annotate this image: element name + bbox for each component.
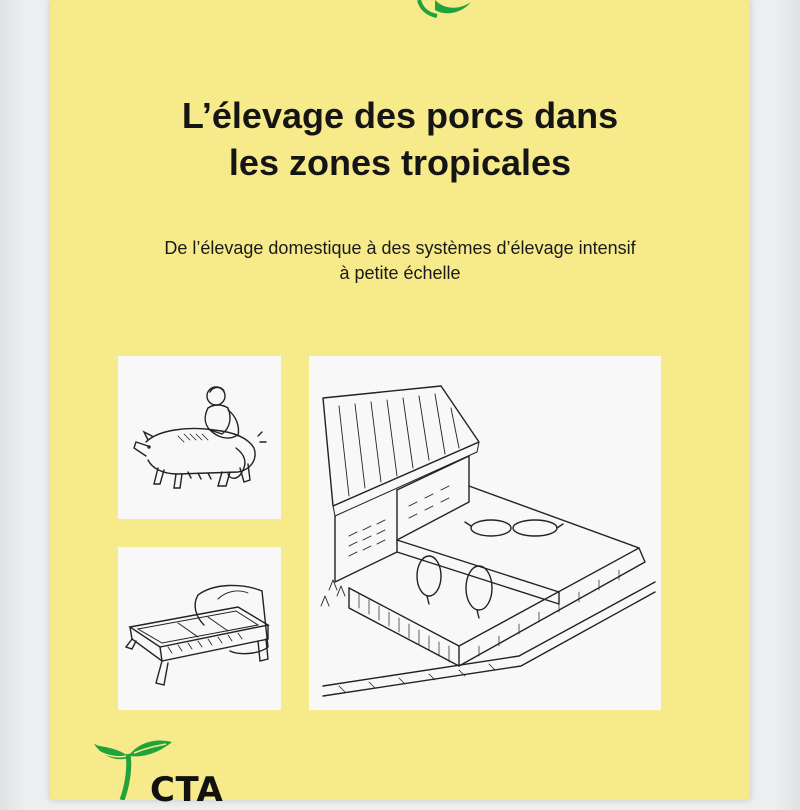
cta-leaf-logo-top [385, 0, 475, 22]
illustration-pig-pen [309, 356, 661, 710]
subtitle [50, 236, 750, 286]
illustration-pig-at-trough [118, 547, 281, 710]
page-title [50, 92, 750, 186]
cta-logo-text: CTA [150, 770, 224, 810]
illustration-man-with-sow [118, 356, 281, 519]
book-cover [50, 0, 750, 810]
title-line-2: les zones tropicales [228, 142, 572, 183]
subtitle-line-2: à petite échelle [339, 263, 461, 283]
title-line-1: L’élevage des porcs dans [181, 95, 619, 136]
subtitle-line-1: De l’élevage domestique à des systèmes d’élevage intensif [164, 238, 636, 258]
cta-logo [94, 736, 244, 810]
